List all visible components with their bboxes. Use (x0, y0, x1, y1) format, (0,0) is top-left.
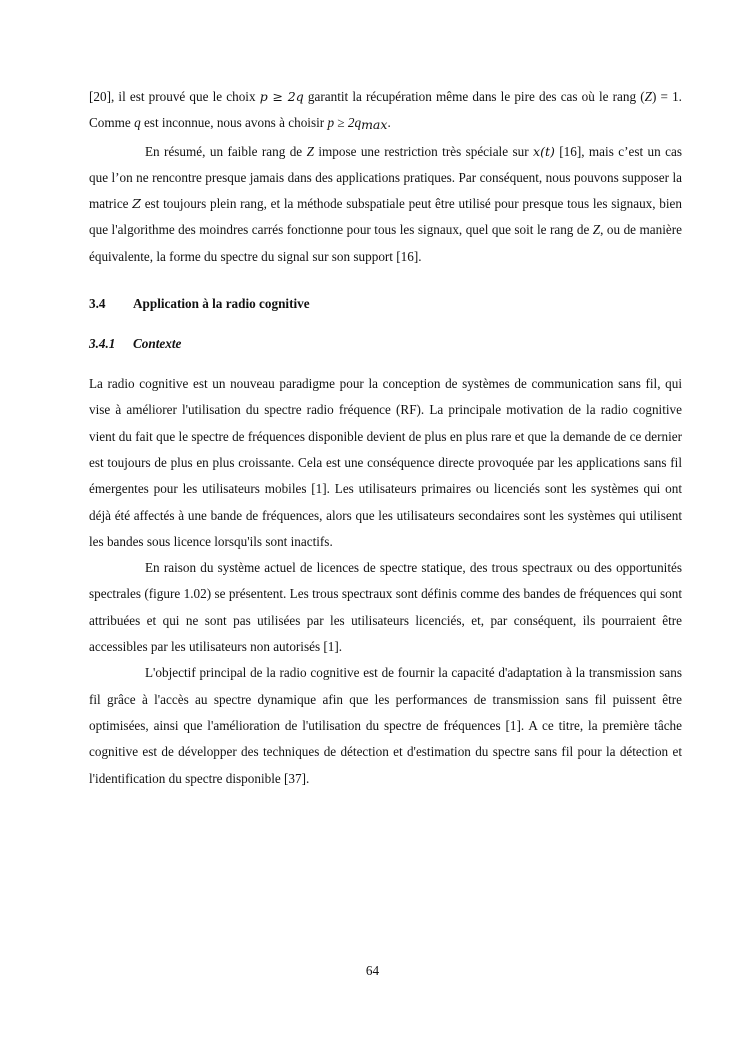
section-number: 3.4 (89, 296, 106, 312)
text-run: En résumé, un faible rang de (145, 143, 307, 159)
math-inline: q (134, 115, 141, 131)
math-subscript: max (361, 117, 388, 133)
paragraph-3: La radio cognitive est un nouveau paradigme pour la conception de systèmes de communication sans fil, qui vise à améliorer l'utilisation du spectre radio fréquence (RF). La principale motivation de la radio cognitive vient du fait que le spectre de fréquences disponible devient de plus en plus rare et que la demande de ce dernier est toujours de plus en plus croissante. Cela est une conséquence directe provoquée par les applications sans fil émergentes pour les utilisateurs mobiles [1]. Les utilisateurs primaires ou licenciés sont les systèmes qui ont déjà été affectés à une bande de fréquences, alors que les utilisateurs secondaires sont les systèmes qui utilisent les bandes sous licence lorsqu'ils sont inactifs. (89, 376, 682, 549)
text-run: [20], il est prouvé que le choix (89, 89, 260, 104)
paragraph-4: En raison du système actuel de licences de spectre statique, des trous spectraux ou des opportunités spectrales (figure 1.02) se présentent. Les trous spectraux sont définis comme des bandes de fréquences qui sont attribuées et qui ne sont pas utilisées par les utilisateurs licenciés, et, par conséquent, ils pourraient être accessibles par les utilisateurs non autorisés [1]. (89, 560, 682, 655)
math-inline: x(t) (533, 143, 555, 159)
document-page (89, 84, 682, 792)
math-inline: Z (132, 196, 141, 212)
text-run: impose une restriction très spéciale sur (313, 143, 534, 159)
paragraph-2 (89, 139, 682, 270)
subsection-title: Contexte (133, 336, 182, 352)
page-number: 64 (365, 963, 380, 978)
text-run: ) = 1. Comme (89, 89, 682, 131)
subsection-heading (89, 331, 682, 357)
text-run: . (387, 115, 391, 131)
math-inline: p ≥ 2q (327, 115, 362, 131)
math-inline: Z (644, 89, 652, 104)
text-run: [16], mais c’est un cas que l’on ne rencontre presque jamais dans des applications pratiques. Par conséquent, nous pouvons supposer la matrice (89, 143, 682, 212)
paragraph-5: L'objectif principal de la radio cognitive est de fournir la capacité d'adaptation à la transmission sans fil grâce à l'accès au spectre dynamique afin que les performances de transmission sans fil puissent être optimisées, ainsi que l'amélioration de l'utilisation du spectre de fréquences [1]. A ce titre, la première tâche cognitive est de développer des techniques de détection et d'estimation du spectre sans fil pour la détection et l'identification du spectre disponible [37]. (89, 665, 682, 786)
text-run: , ou de manière équivalente, la forme du spectre du signal sur son support [16]. (89, 222, 682, 264)
paragraph-1 (89, 84, 682, 139)
math-inline: Z (306, 143, 314, 159)
math-inline: p ≥ 2q (259, 89, 304, 104)
math-inline: Z (592, 222, 601, 238)
text-run: est inconnue, nous avons à choisir (140, 115, 328, 131)
text-run: garantit la récupération même dans le pire des cas où le rang ( (303, 89, 645, 104)
text-run: est toujours plein rang, et la méthode subspatiale peut être utilisé pour presque tous les signaux, bien que l'algorithme des moindres carrés fonctionne pour tous les signaux, quel que soit le rang de (89, 196, 682, 238)
section-title: Application à la radio cognitive (133, 296, 310, 312)
subsection-number: 3.4.1 (89, 336, 116, 352)
section-heading (89, 291, 682, 317)
